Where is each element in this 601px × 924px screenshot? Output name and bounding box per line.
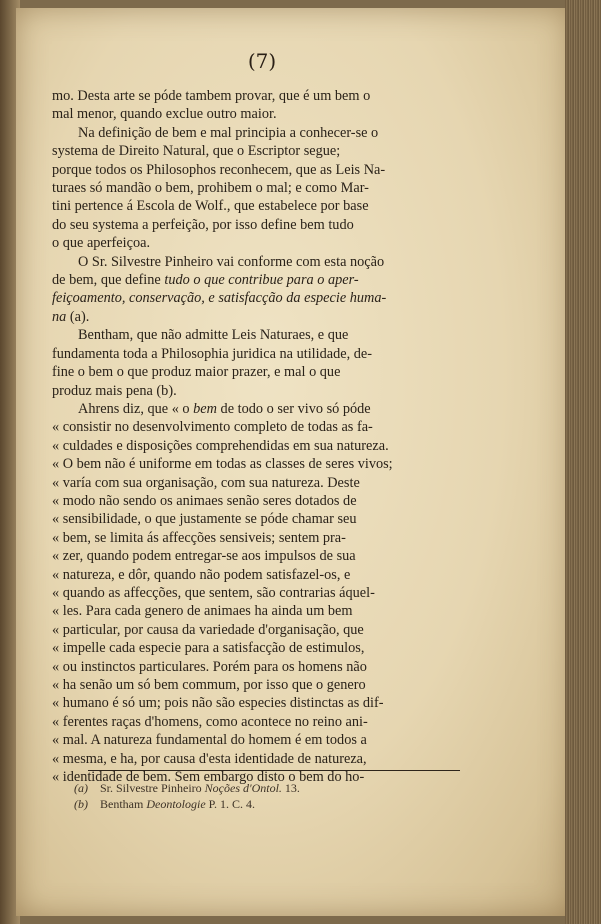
text-line <box>52 437 472 455</box>
text-line <box>52 492 472 510</box>
text-line-main: « ou instinctos particulares. Porém para os homens não <box>52 658 367 675</box>
text-line-main: « identidade de bem. Sem embargo disto o bem do ho- <box>52 769 365 786</box>
text-line <box>52 676 472 694</box>
text-line-main: systema de Direito Natural, que o Escriptor segue; <box>52 143 341 160</box>
text-line <box>52 418 472 436</box>
text-line <box>52 197 472 215</box>
text-line-main: « quando as affecções, que sentem, são contrarias áquel- <box>52 584 375 601</box>
text-line-italic: tudo o que contribue para o aper- <box>160 272 359 289</box>
text-line-tail: (a). <box>66 308 90 325</box>
text-line-main: « zer, quando podem entregar-se aos impulsos de sua <box>52 548 356 565</box>
text-line-main: tini pertence á Escola de Wolf., que estabelece por base <box>52 198 369 215</box>
text-line-main: Bentham, que não admitte Leis Naturaes, e que <box>78 327 349 344</box>
text-line-main: « ferentes raças d'homens, como acontece no reino ani- <box>52 713 368 730</box>
text-line <box>52 658 472 676</box>
text-line <box>52 87 472 105</box>
text-line <box>52 289 472 307</box>
text-line-main: Ahrens diz, que « o <box>78 400 190 417</box>
footnote-reference: 13. <box>281 781 300 795</box>
text-line <box>52 345 472 363</box>
footnote-title: Deontologie <box>146 797 206 811</box>
text-line <box>52 253 472 271</box>
text-line-main: « natureza, e dôr, quando não podem satisfazel-os, e <box>52 566 351 583</box>
text-line-main: mo. Desta arte se póde tambem provar, que é um bem o <box>52 88 371 104</box>
text-line-main: « sensibilidade, o que justamente se póde chamar seu <box>52 511 357 528</box>
text-line-italic: bem <box>189 400 217 417</box>
text-line <box>52 566 472 584</box>
text-line <box>52 161 472 179</box>
body-text <box>52 87 472 786</box>
text-line-main: turaes só mandão o bem, prohibem o mal; e como Mar- <box>52 180 369 197</box>
text-line-main: « bem, se limita ás affecções sensiveis; sentem pra- <box>52 529 346 546</box>
text-line <box>52 529 472 547</box>
text-line <box>52 271 472 289</box>
text-line <box>52 713 472 731</box>
text-line-main: « impelle cada especie para a satisfacção de estimulos, <box>52 640 365 657</box>
text-line <box>52 105 472 123</box>
text-line-main: de bem, que define <box>52 272 161 289</box>
text-line-main: « culdades e disposições comprehendidas em sua natureza. <box>52 437 389 454</box>
page-edges <box>565 0 601 924</box>
text-line <box>52 363 472 381</box>
text-line <box>52 124 472 142</box>
page-number: (7) <box>247 49 277 73</box>
text-line <box>52 584 472 602</box>
text-line-main: fundamenta toda a Philosophia juridica na utilidade, de- <box>52 345 372 362</box>
text-line-main: « O bem não é uniforme em todas as classes de seres vivos; <box>52 456 393 473</box>
text-line-main: « varía com sua organisação, com sua natureza. Deste <box>52 474 360 491</box>
text-line <box>52 142 472 160</box>
text-line-main: « les. Para cada genero de animaes ha ainda um bem <box>52 603 353 620</box>
text-line-tail: de todo o ser vivo só póde <box>216 400 371 417</box>
text-line <box>52 308 472 326</box>
footnote-mark: (b) <box>74 797 88 811</box>
text-line-main: « modo não sendo os animaes senão seres dotados de <box>52 492 357 509</box>
footnotes <box>74 780 464 812</box>
text-line-italic: feiçoamento, conservação, e satisfacção da especie huma- <box>52 290 387 307</box>
text-line-main: porque todos os Philosophos reconhecem, que as Leis Na- <box>52 161 386 178</box>
text-line <box>52 326 472 344</box>
text-line-italic: na <box>52 308 67 325</box>
footnote <box>74 796 464 812</box>
text-line-main: « mal. A natureza fundamental do homem é em todos a <box>52 732 367 749</box>
text-line-main: Na definição de bem e mal principia a conhecer-se o <box>78 124 379 141</box>
text-line-main: « particular, por causa da variedade d'organisação, que <box>52 621 364 638</box>
text-line-main: « consistir no desenvolvimento completo de todas as fa- <box>52 419 373 436</box>
footnote-mark: (a) <box>74 781 88 795</box>
footnote-title: Noções d'Ontol. <box>204 781 282 795</box>
text-line-main: O Sr. Silvestre Pinheiro vai conforme com esta noção <box>78 253 385 270</box>
text-line <box>52 455 472 473</box>
text-line-main: « mesma, e ha, por causa d'esta identidade de natureza, <box>52 750 367 767</box>
text-line <box>52 510 472 528</box>
text-line-main: « humano é só um; pois não são especies distinctas as dif- <box>52 695 384 712</box>
text-line <box>52 234 472 252</box>
text-line <box>52 216 472 234</box>
text-line <box>52 602 472 620</box>
text-line-main: do seu systema a perfeição, por isso define bem tudo <box>52 216 354 233</box>
text-line-main: fine o bem o que produz maior prazer, e mal o que <box>52 364 341 381</box>
footnote <box>74 780 464 796</box>
text-line <box>52 547 472 565</box>
text-line <box>52 400 472 418</box>
text-line <box>52 694 472 712</box>
text-line <box>52 621 472 639</box>
text-line <box>52 474 472 492</box>
text-line-main: mal menor, quando exclue outro maior. <box>52 106 277 123</box>
text-line-main: « ha senão um só bem commum, por isso que o genero <box>52 677 366 693</box>
footnote-rule <box>88 770 460 771</box>
text-line <box>52 750 472 768</box>
text-line <box>52 731 472 749</box>
footnote-reference: P. 1. C. 4. <box>205 797 256 811</box>
footnote-text: Bentham <box>100 797 147 811</box>
footnote-text: Sr. Silvestre Pinheiro <box>100 781 205 795</box>
text-line <box>52 382 472 400</box>
text-line <box>52 639 472 657</box>
text-line <box>52 179 472 197</box>
text-line-main: produz mais pena (b). <box>52 382 177 399</box>
text-line-main: o que aperfeiçoa. <box>52 235 151 252</box>
